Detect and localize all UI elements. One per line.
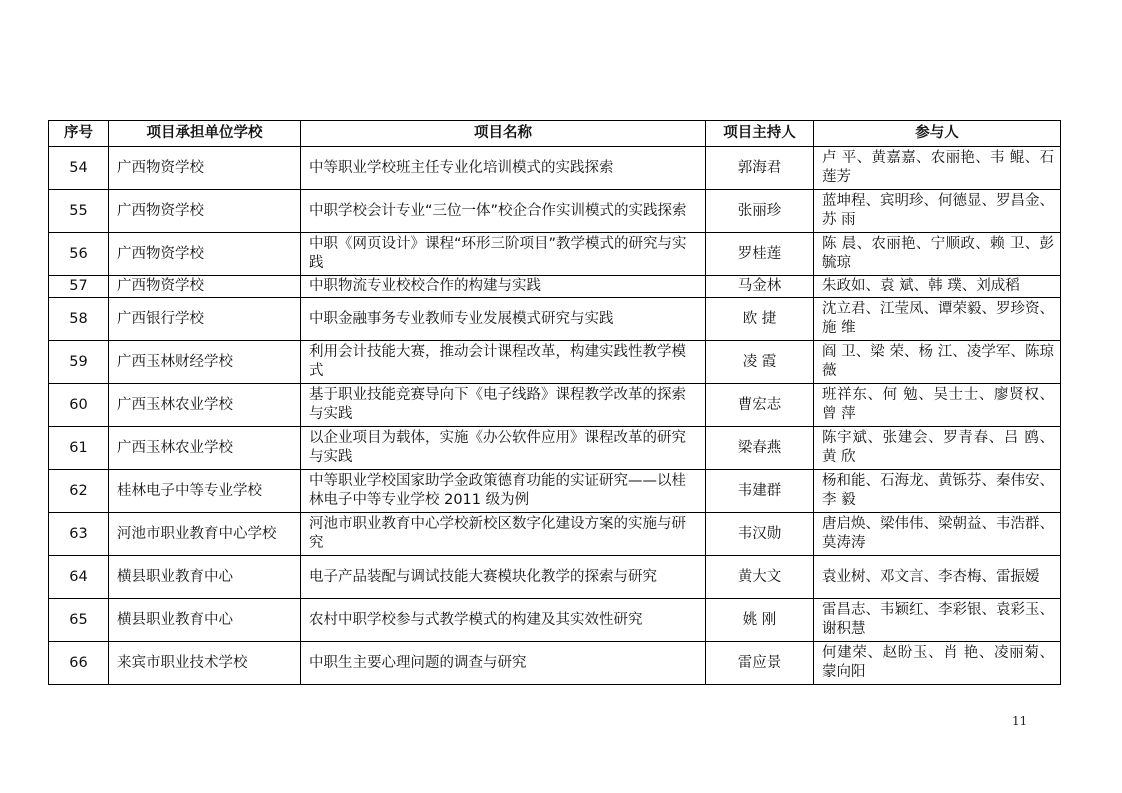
row-members: 朱政如、袁 斌、韩 璞、刘成稻: [814, 276, 1061, 298]
row-number: 58: [49, 298, 109, 341]
table-row: [49, 341, 1061, 384]
table-row: [49, 190, 1061, 233]
row-number: 63: [49, 513, 109, 556]
row-number: 56: [49, 233, 109, 276]
row-number: 60: [49, 384, 109, 427]
row-school: 桂林电子中等专业学校: [109, 470, 301, 513]
row-school: 广西物资学校: [109, 233, 301, 276]
row-members: 杨和能、石海龙、黄铄芬、秦伟安、李 毅: [814, 470, 1061, 513]
table-row: [49, 276, 1061, 298]
row-school: 横县职业教育中心: [109, 556, 301, 599]
row-members: 沈立君、江莹凤、谭荣毅、罗珍资、施 维: [814, 298, 1061, 341]
row-number: 65: [49, 599, 109, 642]
row-project-name: 中等职业学校班主任专业化培训模式的实践探索: [301, 147, 706, 190]
row-number: 66: [49, 642, 109, 685]
row-host: 韦建群: [706, 470, 814, 513]
table-row: [49, 642, 1061, 685]
row-project-name: 基于职业技能竞赛导向下《电子线路》课程教学改革的探索与实践: [301, 384, 706, 427]
row-host: 雷应景: [706, 642, 814, 685]
row-host: 凌 霞: [706, 341, 814, 384]
table-row: [49, 427, 1061, 470]
row-number: 61: [49, 427, 109, 470]
header-members: 参与人: [814, 121, 1061, 147]
projects-table: [48, 120, 1061, 685]
row-host: 罗桂莲: [706, 233, 814, 276]
table-header-row: [49, 121, 1061, 147]
table-row: [49, 556, 1061, 599]
row-number: 64: [49, 556, 109, 599]
row-school: 来宾市职业技术学校: [109, 642, 301, 685]
row-school: 广西物资学校: [109, 190, 301, 233]
row-members: 卢 平、黄嘉嘉、农丽艳、韦 鲲、石莲芳: [814, 147, 1061, 190]
page-number: 11: [1012, 714, 1028, 728]
row-host: 曹宏志: [706, 384, 814, 427]
row-project-name: 农村中职学校参与式教学模式的构建及其实效性研究: [301, 599, 706, 642]
header-number: 序号: [49, 121, 109, 147]
row-number: 59: [49, 341, 109, 384]
header-school: 项目承担单位学校: [109, 121, 301, 147]
table-row: [49, 147, 1061, 190]
row-number: 55: [49, 190, 109, 233]
row-project-name: 河池市职业教育中心学校新校区数字化建设方案的实施与研究: [301, 513, 706, 556]
table-row: [49, 233, 1061, 276]
row-members: 阎 卫、梁 荣、杨 江、凌学军、陈琼薇: [814, 341, 1061, 384]
row-school: 河池市职业教育中心学校: [109, 513, 301, 556]
row-school: 广西玉林财经学校: [109, 341, 301, 384]
table-row: [49, 298, 1061, 341]
row-host: 姚 刚: [706, 599, 814, 642]
row-project-name: 中职《网页设计》课程“环形三阶项目”教学模式的研究与实践: [301, 233, 706, 276]
row-school: 广西银行学校: [109, 298, 301, 341]
row-school: 横县职业教育中心: [109, 599, 301, 642]
row-members: 陈 晨、农丽艳、宁顺政、赖 卫、彭毓琼: [814, 233, 1061, 276]
row-members: 唐启焕、梁伟伟、梁朝益、韦浩群、莫涛涛: [814, 513, 1061, 556]
row-host: 张丽珍: [706, 190, 814, 233]
header-host: 项目主持人: [706, 121, 814, 147]
header-project-name: 项目名称: [301, 121, 706, 147]
row-host: 黄大文: [706, 556, 814, 599]
row-project-name: 中职生主要心理问题的调查与研究: [301, 642, 706, 685]
row-project-name: 利用会计技能大赛，推动会计课程改革，构建实践性教学模式: [301, 341, 706, 384]
row-host: 欧 捷: [706, 298, 814, 341]
row-project-name: 中职学校会计专业“三位一体”校企合作实训模式的实践探索: [301, 190, 706, 233]
table-row: [49, 513, 1061, 556]
row-members: 陈宇斌、张建会、罗青春、吕 鸥、黄 欣: [814, 427, 1061, 470]
row-project-name: 以企业项目为载体，实施《办公软件应用》课程改革的研究与实践: [301, 427, 706, 470]
row-host: 韦汉勋: [706, 513, 814, 556]
row-number: 62: [49, 470, 109, 513]
row-members: 何建荣、赵盼玉、肖 艳、凌丽菊、蒙向阳: [814, 642, 1061, 685]
row-school: 广西玉林农业学校: [109, 384, 301, 427]
row-members: 蓝坤程、宾明珍、何德显、罗昌金、苏 雨: [814, 190, 1061, 233]
row-project-name: 中职物流专业校校合作的构建与实践: [301, 276, 706, 298]
row-host: 郭海君: [706, 147, 814, 190]
table-row: [49, 384, 1061, 427]
table-row: [49, 470, 1061, 513]
row-members: 雷昌志、韦颖红、李彩银、袁彩玉、谢积慧: [814, 599, 1061, 642]
row-project-name: 中职金融事务专业教师专业发展模式研究与实践: [301, 298, 706, 341]
row-host: 梁春燕: [706, 427, 814, 470]
row-project-name: 电子产品装配与调试技能大赛模块化教学的探索与研究: [301, 556, 706, 599]
row-school: 广西玉林农业学校: [109, 427, 301, 470]
row-members: 班祥东、何 勉、吴士士、廖贤权、曾 萍: [814, 384, 1061, 427]
row-school: 广西物资学校: [109, 147, 301, 190]
row-number: 54: [49, 147, 109, 190]
row-host: 马金林: [706, 276, 814, 298]
row-project-name: 中等职业学校国家助学金政策德育功能的实证研究——以桂林电子中等专业学校 2011 级为例: [301, 470, 706, 513]
row-number: 57: [49, 276, 109, 298]
table-row: [49, 599, 1061, 642]
row-school: 广西物资学校: [109, 276, 301, 298]
row-members: 袁业树、邓文言、李杏梅、雷振嫒: [814, 556, 1061, 599]
